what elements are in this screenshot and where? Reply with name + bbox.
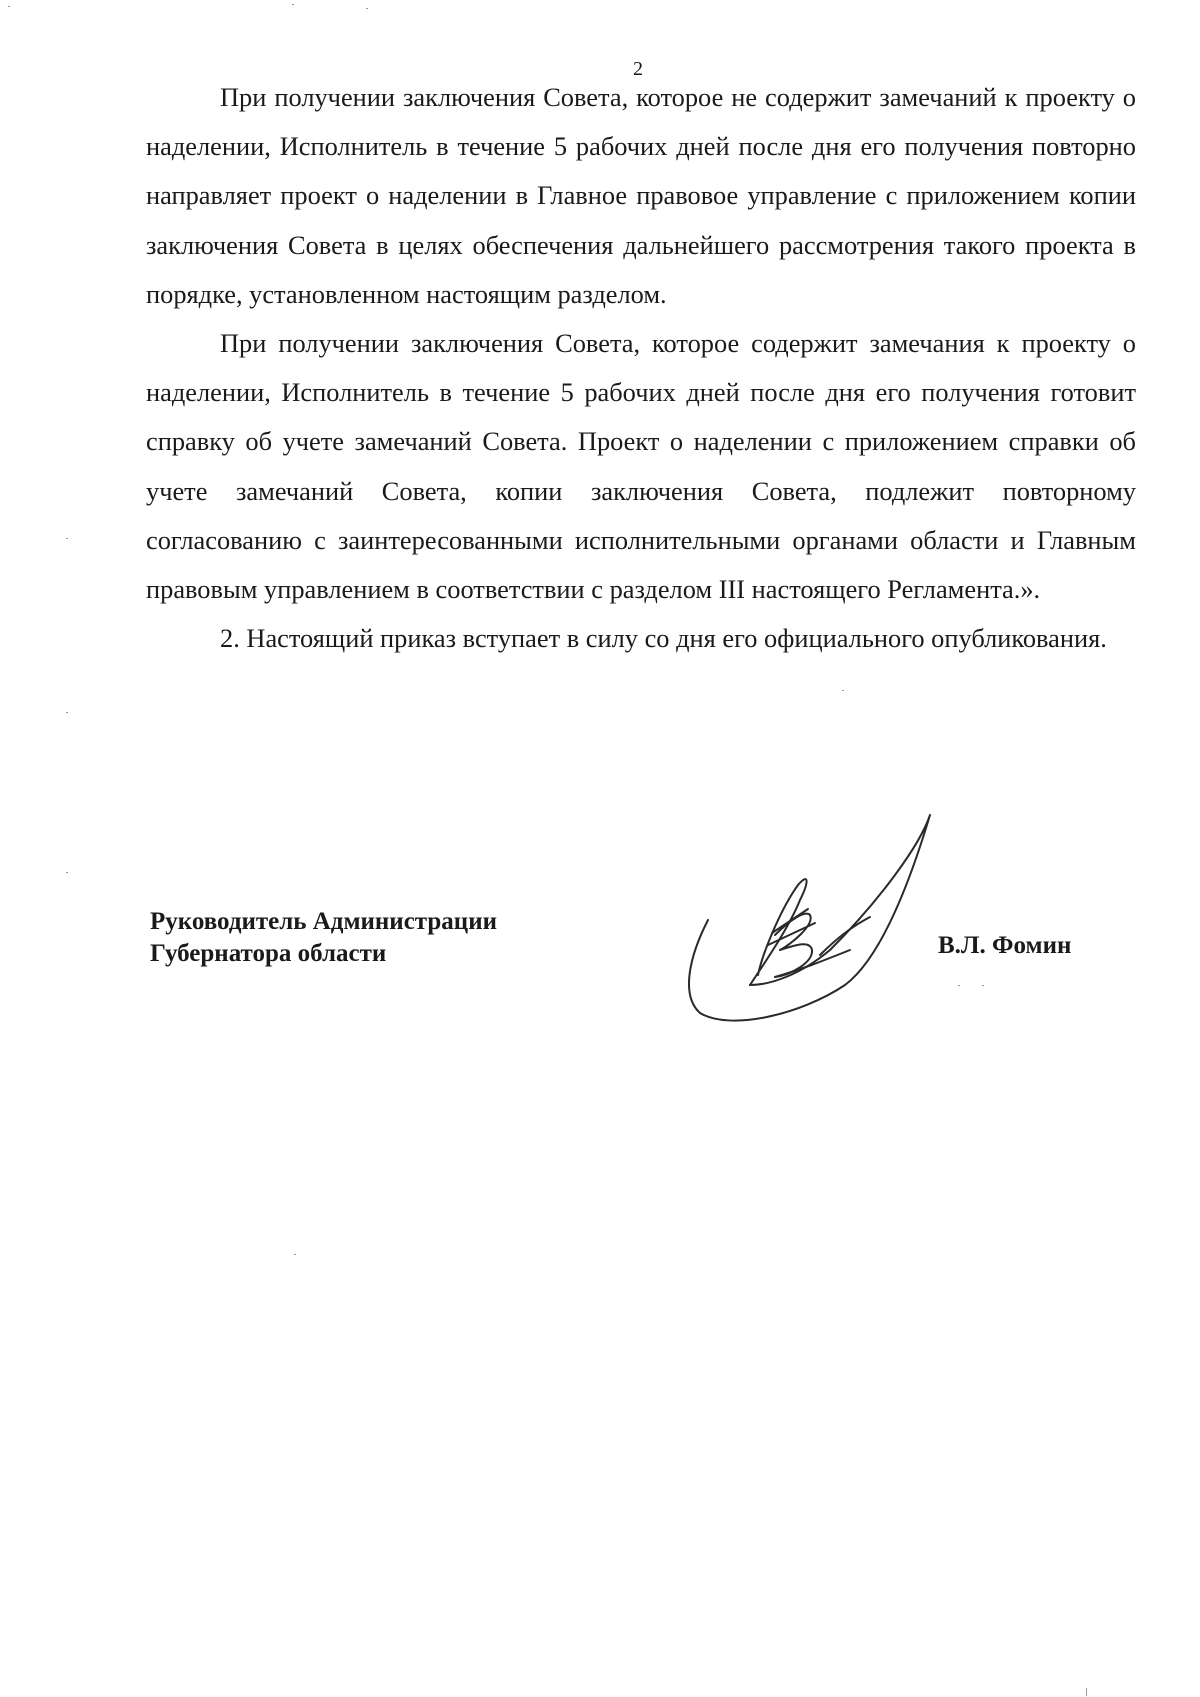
- scan-speck: [1086, 1688, 1087, 1696]
- signatory-position-line-1: Руководитель Администрации: [150, 908, 497, 935]
- scan-speck: [66, 872, 68, 873]
- scan-speck: [366, 8, 368, 9]
- scan-speck: [982, 985, 984, 986]
- paragraph-no-remarks: При получении заключения Совета, которое не содержит замечаний к проекту о наделении, Исполнитель в течение 5 рабочих дней после дня его получения повторно направляет проект о наделении в Главное правовое управление с приложением копии заключения Совета в целях обеспечения дальнейшего рассмотрения такого проекта в порядке, установленном настоящим разделом.: [146, 82, 1136, 309]
- signatory-position: [150, 906, 497, 970]
- scan-speck: [66, 712, 68, 713]
- signatory-name: В.Л. Фомин: [938, 932, 1072, 959]
- scan-speck: [8, 6, 10, 7]
- scan-speck: [842, 690, 844, 691]
- scan-speck: [294, 1254, 296, 1255]
- handwritten-signature: [680, 805, 940, 1025]
- scan-speck: [292, 4, 294, 5]
- document-body: [146, 73, 1136, 663]
- page-number: 2: [633, 58, 643, 80]
- scan-speck: [66, 538, 68, 539]
- paragraph-with-remarks: При получении заключения Совета, которое содержит замечания к проекту о наделении, Исполнитель в течение 5 рабочих дней после дня его получения готовит справку об учете замечаний Совета. Проект о наделении с приложением справки об учете замечаний Совета, копии заключения Совета, подлежит повторному согласованию с заинтересованными исполнительными органами области и Главным правовым управлением в соответствии с разделом III настоящего Регламента.».: [146, 328, 1136, 605]
- signatory-position-line-2: Губернатора области: [150, 940, 387, 967]
- paragraph-effective-date: 2. Настоящий приказ вступает в силу со дня его официального опубликования.: [220, 623, 1107, 654]
- scan-speck: [958, 985, 960, 986]
